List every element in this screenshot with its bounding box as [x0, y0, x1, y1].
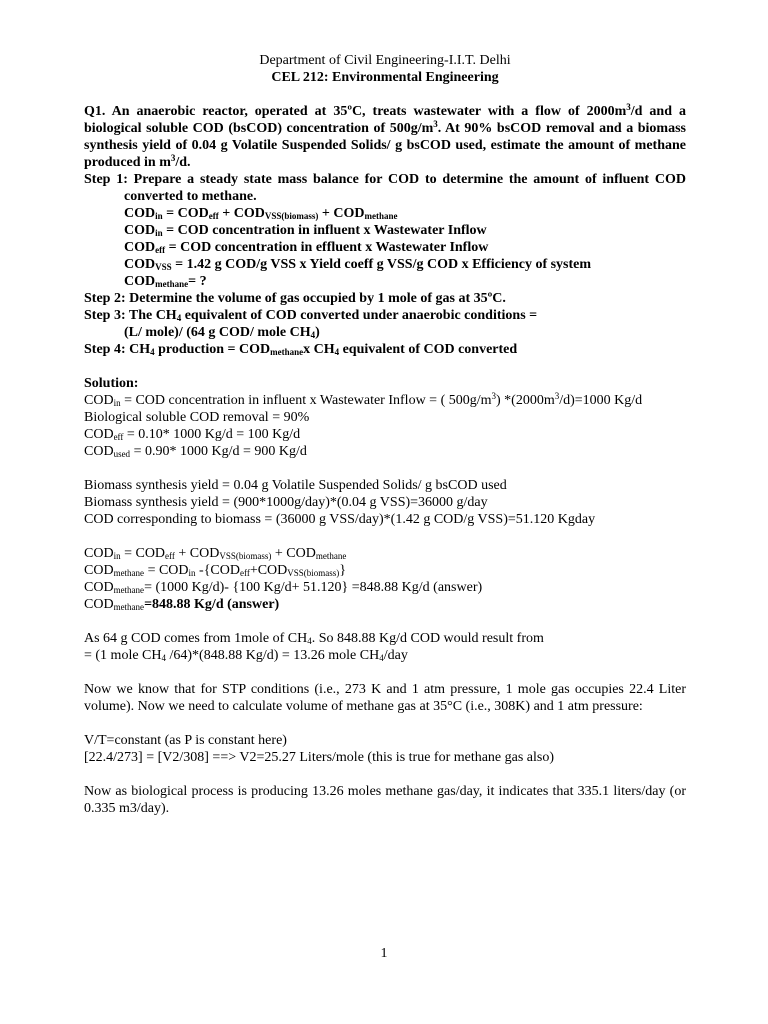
question-line-2: biological soluble COD (bsCOD) concentration of $500g/m^3$. At 90% bsCOD removal and a biomass [84, 119, 686, 136]
solution-mole-line-2: = (1 mole $CH_4$ /64)*(848.88 Kg/d) = 13.26 mole $CH_4$/day [84, 648, 408, 663]
solution-stp-line-2: volume). Now we need to calculate volume of methane gas at 35°C (i.e., 308K) and 1 atm pressure: [84, 699, 643, 714]
step-4: Step 4: $CH_4$ production = $COD_{methane}x$ $CH_4$ equivalent of COD converted [84, 342, 518, 357]
solution-yield-def: Biomass synthesis yield = 0.04 g Volatile Suspended Solids/ g bsCOD used [84, 478, 507, 493]
step-3-line-2: (L/ mole)/ (64 g COD/ mole $CH_4$) [124, 325, 320, 340]
solution-removal: Biological soluble COD removal = 90% [84, 410, 310, 425]
equation-cod-in: $COD_{in}$ = COD concentration in influent x Wastewater Inflow [124, 223, 487, 238]
question-line-4: produced in $m^3/d$. [84, 153, 191, 170]
solution-cod-used: $COD_{used} = 0.90*$ 1000 Kg/d = 900 Kg/d [84, 444, 307, 459]
spacer [84, 715, 686, 732]
step-1-line-2: converted to methane. [124, 189, 257, 204]
spacer [84, 358, 686, 375]
solution-balance: $COD_{in} = COD_{eff} + COD_{VSS(biomass)} + COD_{methane}$ [84, 546, 347, 561]
solution-title: Solution: [84, 376, 139, 391]
equation-cod-methane: $COD_{methane}=$ ? [124, 274, 207, 289]
document-page [84, 52, 686, 817]
solution-yield-calc: Biomass synthesis yield = (900*1000g/day)*(0.04 g VSS)=36000 g/day [84, 495, 488, 510]
page-number: 1 [380, 946, 388, 961]
solution-block [84, 375, 686, 817]
spacer [84, 528, 686, 545]
solution-final-line-1: Now as biological process is producing 13.26 moles methane gas/day, it indicates that 335.1 liters/day (or [84, 784, 686, 799]
solution-biomass-cod: COD corresponding to biomass = (36000 g VSS/day)*(1.42 g COD/g VSS)=51.120 Kgday [84, 512, 596, 527]
spacer [84, 86, 686, 103]
solution-vt-constant: V/T=constant (as P is constant here) [84, 733, 287, 748]
equation-cod-balance: $COD_{in} = COD_{eff} + COD_{VSS(biomass)} + COD_{methane}$ [124, 206, 398, 221]
step-1-line-1: Step 1: Prepare a steady state mass balance for COD to determine the amount of influent COD [84, 172, 686, 187]
step-3-line-1: Step 3: The $CH_4$ equivalent of COD converted under anaerobic conditions = [84, 308, 538, 323]
spacer [84, 613, 686, 630]
solution-methane-calc: $COD_{methane}= (1000$ Kg/d)- {100 Kg/d+ 51.120} =848.88 Kg/d (answer) [84, 580, 483, 595]
solution-final-line-2: 0.335 m3/day). [84, 801, 170, 816]
solution-v2-calc: [22.4/273] = [V2/308] ==> V2=25.27 Liters/mole (this is true for methane gas also) [84, 750, 555, 765]
solution-stp-line-1: Now we know that for STP conditions (i.e., 273 K and 1 atm pressure, 1 mole gas occupies 22.4 Liter [84, 682, 686, 697]
equation-cod-eff: $COD_{eff}$ = COD concentration in effluent x Wastewater Inflow [124, 240, 489, 255]
solution-mole-line-1: As 64 g COD comes from 1mole of $CH_4$. So 848.88 Kg/d COD would result from [84, 631, 544, 646]
spacer [84, 766, 686, 783]
spacer [84, 664, 686, 681]
question-line-3: synthesis yield of 0.04 g Volatile Suspended Solids/ g bsCOD used, estimate the amount of methane [84, 138, 686, 153]
question-line-1: Q1. An anaerobic reactor, operated at 35ºC, treats wastewater with a flow of $2000m^3/d$ and a [84, 102, 686, 119]
solution-cod-in: $COD_{in}$ = COD concentration in influent x Wastewater Inflow = ( $500g/m^3$) $*(2000m^3/d)=1000$ Kg/d [84, 391, 643, 408]
solution-methane-expr: $COD_{methane} = COD_{in}$ $-\{COD_{eff}+COD_{VSS(biomass)}\}$ [84, 563, 347, 578]
equation-cod-vss: $COD_{VSS} = 1.42$ g COD/g VSS x Yield coeff g VSS/g COD x Efficiency of system [124, 257, 592, 272]
solution-methane-answer: $COD_{methane}=848.88$ Kg/d (answer) [84, 597, 280, 612]
department-heading: Department of Civil Engineering-I.I.T. Delhi [259, 53, 511, 68]
step-2: Step 2: Determine the volume of gas occupied by 1 mole of gas at 35ºC. [84, 291, 506, 306]
course-title: CEL 212: Environmental Engineering [271, 70, 499, 85]
question-block [84, 103, 686, 358]
spacer [84, 460, 686, 477]
solution-cod-eff: $COD_{eff} = 0.10*$ 1000 Kg/d = 100 Kg/d [84, 427, 301, 442]
